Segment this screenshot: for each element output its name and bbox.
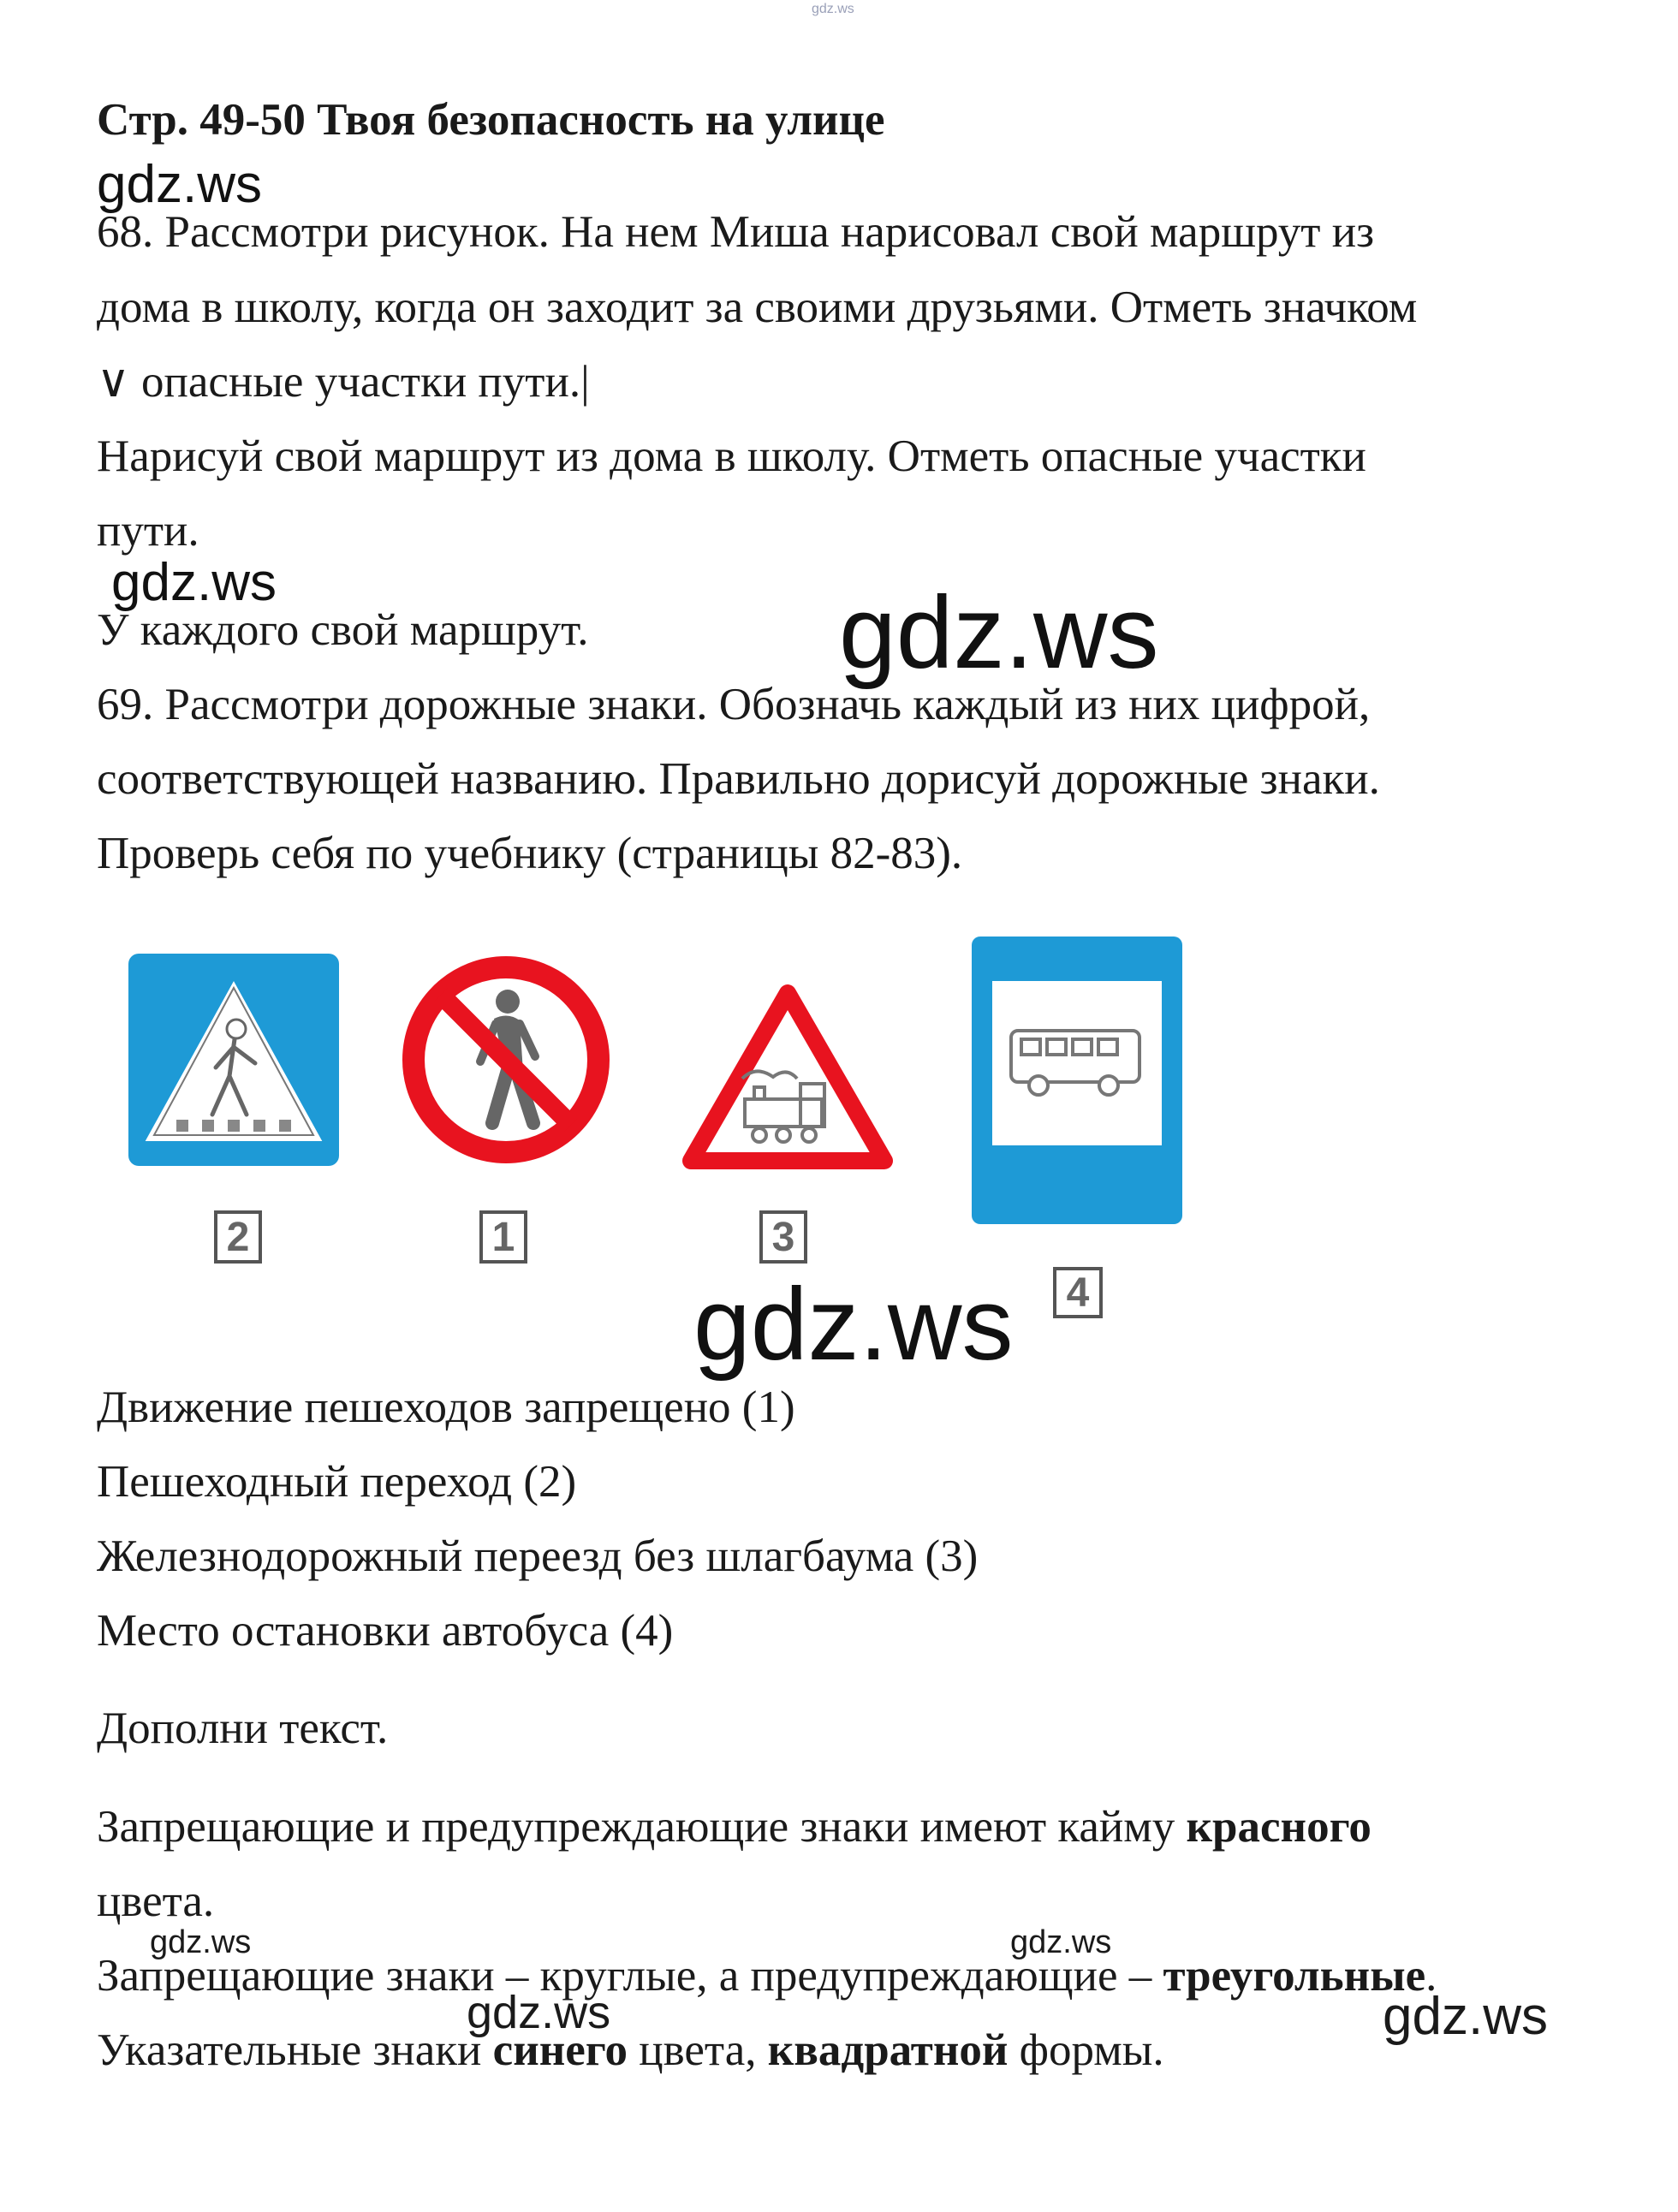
sign-number-box: 1 (479, 1210, 527, 1264)
watermark: gdz.ws (1383, 1987, 1548, 2046)
watermark: gdz.ws (150, 1924, 252, 1960)
sign-number-box: 3 (759, 1210, 807, 1264)
complete-heading: Дополни текст. (97, 1704, 389, 1753)
complete-sentence-3 (97, 2025, 1164, 2075)
watermark: gdz.ws (693, 1267, 1014, 1382)
task68-line2: дома в школу, когда он заходит за своими друзьями. Отметь значком (97, 282, 1418, 332)
answer-square: квадратной (767, 2025, 1009, 2075)
sentence-text: цвета, (628, 2025, 768, 2075)
top-watermark: gdz.ws (812, 2, 854, 16)
complete-sentence-1-end: цвета. (97, 1876, 215, 1926)
watermark: gdz.ws (1010, 1924, 1112, 1960)
complete-sentence-1 (97, 1802, 1372, 1852)
sentence-text: формы. (1008, 2025, 1164, 2075)
task69-line3: Проверь себя по учебнику (страницы 82-83). (97, 829, 963, 878)
no-pedestrians-sign-icon (398, 952, 614, 1168)
sentence-text: Запрещающие знаки – круглые, а предупреждающие – (97, 1951, 1163, 2001)
sign-number-box: 4 (1053, 1267, 1103, 1318)
watermark: gdz.ws (467, 1987, 611, 2038)
answer-4: Место остановки автобуса (4) (97, 1606, 674, 1656)
answer-triangular: треугольные (1163, 1951, 1426, 2001)
sentence-text: Запрещающие и предупреждающие знаки имеют кайму (97, 1802, 1187, 1852)
watermark: gdz.ws (839, 575, 1159, 690)
sentence-text: Указательные знаки (97, 2025, 493, 2075)
answer-1: Движение пешеходов запрещено (1) (97, 1382, 795, 1432)
task69-line1: 69. Рассмотри дорожные знаки. Обозначь каждый из них цифрой, (97, 680, 1371, 729)
sentence-text: . (1425, 1951, 1437, 2001)
task68-line1: 68. Рассмотри рисунок. На нем Миша нарисовал свой маршрут из (97, 207, 1375, 257)
task69-line2: соответствующей названию. Правильно дорисуй дорожные знаки. (97, 754, 1380, 804)
task68-line5: пути. (97, 506, 199, 556)
complete-sentence-2 (97, 1953, 1437, 1999)
sign-number-box: 2 (214, 1210, 262, 1264)
task68-line3: ∨ опасные участки пути.| (97, 357, 590, 407)
watermark: gdz.ws (97, 155, 262, 214)
bus-stop-sign-icon (970, 935, 1184, 1226)
answer-2: Пешеходный переход (2) (97, 1457, 577, 1507)
pedestrian-crossing-sign-icon (127, 952, 341, 1168)
railway-crossing-sign-icon (681, 983, 895, 1173)
answer-3: Железнодорожный переезд без шлагбаума (3) (97, 1531, 979, 1581)
answer-red: красного (1186, 1802, 1372, 1852)
answer-blue: синего (492, 2025, 628, 2075)
watermark: gdz.ws (111, 553, 277, 612)
page-title: Стр. 49-50 Твоя безопасность на улице (97, 95, 885, 145)
task68-line4: Нарисуй свой маршрут из дома в школу. Отметь опасные участки (97, 431, 1366, 481)
task68-answer: У каждого свой маршрут. (97, 605, 589, 655)
